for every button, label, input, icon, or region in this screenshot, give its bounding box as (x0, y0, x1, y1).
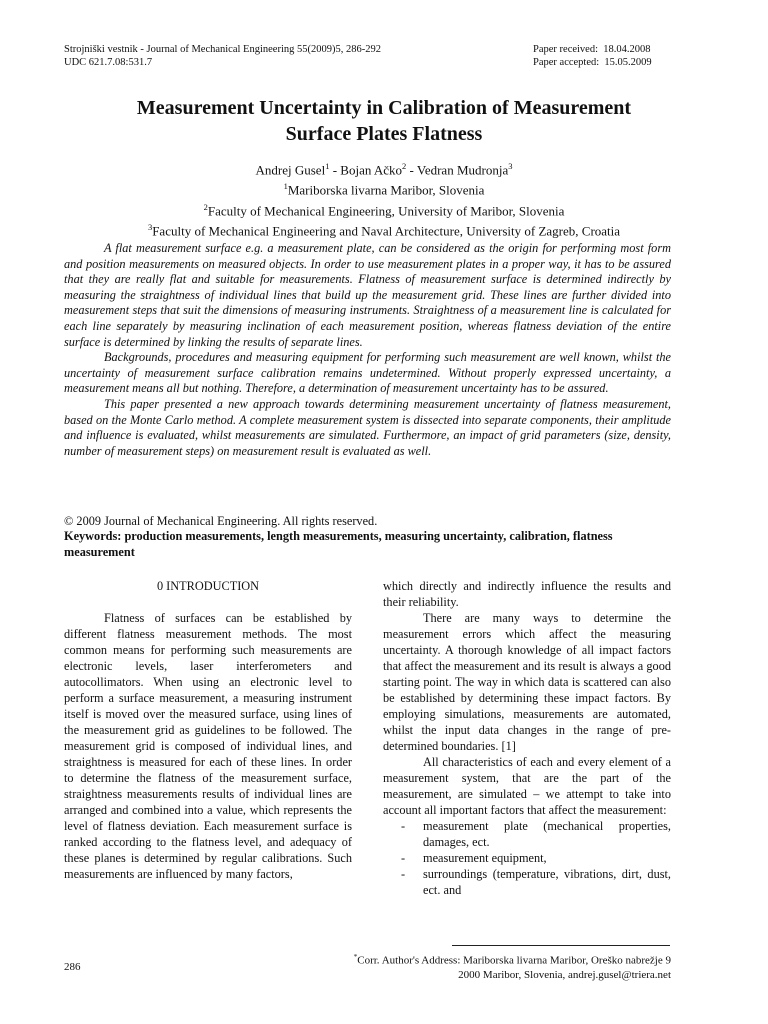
author-2: Bojan Ačko (340, 162, 403, 178)
section-heading: 0 INTRODUCTION (156, 579, 260, 593)
author-1-sup: 1 (325, 161, 330, 171)
footnote-separator (452, 945, 670, 946)
udc-code: UDC 621.7.08:531.7 (64, 57, 153, 68)
author-sep-1: - (329, 162, 341, 178)
accepted-date: 15.05.2009 (604, 57, 652, 68)
list-dash: - (401, 851, 406, 865)
list-item (383, 866, 671, 898)
abstract (64, 241, 671, 459)
intro-paragraph-2: There are many ways to determine the measurement errors which affect the measuring uncertainty. A thorough knowledge of all impact factors that affect the measurement and its result is always a good starting point. The way in which data is scattered can also be established by determining these impact factors. By employing simulations, measurements are automated, whilst the input data changes in the range of pre-determined boundaries. [1] (383, 611, 671, 753)
affiliation-2-text: Faculty of Mechanical Engineering, University of Maribor, Slovenia (207, 202, 565, 218)
footnote-address: Corr. Author's Address: Mariborska livarna Maribor, Oreško nabrežje 9 (357, 954, 671, 967)
list-dash: - (401, 819, 406, 833)
abstract-paragraph-3: This paper presented a new approach towards determining measurement uncertainty of flatness measurement, based on the Monte Carlo method. A complete measurement system is dissected into separate components, their amplitude and influence is evaluated, whilst measurements are simulated. Furthermore, an impact of grid parameters (size, density, number of measurement steps) on measurement result is evaluated as well. (64, 396, 671, 458)
journal-header-right (533, 43, 652, 69)
corresponding-author-footnote (290, 950, 671, 982)
intro-paragraph-3: All characteristics of each and every element of a measurement system, that are the part of the measurement, are simulated – we attempt to take into account all important factors that affect the measurement: (383, 755, 671, 817)
affiliation-2-sup: 2 (203, 201, 208, 212)
affiliation-1-sup: 1 (283, 181, 288, 192)
intro-paragraph-continuation: which directly and indirectly influence the results and their reliability. (383, 579, 671, 609)
author-sep-2: - (406, 162, 417, 178)
list-item (383, 818, 671, 850)
received-date: 18.04.2008 (603, 44, 651, 55)
journal-citation: Strojniški vestnik - Journal of Mechanical Engineering 55(2009)5, 286-292 (64, 44, 381, 55)
affiliation-2 (64, 199, 704, 219)
abstract-paragraph-2: Backgrounds, procedures and measuring equipment for performing such measurement are well known, whilst the uncertainty of measurement surface calibration remains undetermined. Without properly expressed uncertainty, a measurement means all but nothing. Therefore, a determination of measurement uncertainty has to be assured. (64, 350, 671, 396)
affiliation-3 (64, 219, 704, 239)
received-row (533, 43, 652, 56)
intro-paragraph-1: Flatness of surfaces can be established by different flatness measurement methods. The most common means for performing such measurements are electronic levels, laser interferometers and autocollimators. When using an electronic level to perform a surface measurement, a measuring instrument itself is moved over the measured surface, using lines of the measurement grid as guidelines to be followed. The measurement grid is composed of individual lines, and straightness is measured for each of these lines. In order to determine the flatness of the measurement surface, straightness measurements results of individual lines are arranged and combined into a value, which represents the level of flatness deviation. Each measurement surface is ranked according to the flatness level, and adequacy of these planes is determined by regular calibrations. Such measurements are influenced by many factors, (64, 611, 352, 881)
author-1: Andrej Gusel (255, 162, 326, 178)
footnote-marker: * (353, 953, 358, 961)
list-item-text: measurement plate (mechanical properties, damages, ect. (423, 819, 671, 849)
accepted-label: Paper accepted: (533, 57, 600, 68)
paper-title (64, 95, 704, 147)
author-block (64, 158, 704, 239)
received-label: Paper received: (533, 44, 599, 55)
body-column-left (64, 578, 352, 882)
list-dash: - (401, 867, 406, 881)
abstract-paragraph-1: A flat measurement surface e.g. a measurement plate, can be considered as the origin for performing most form and position measurements on measured objects. In order to use measurement plates in a proper way, it has to be assured that they are really flat and suitable for measurements. Flatness of measurement surface is determined indirectly by measuring the straightness of individual lines that build up the measurement grid. These lines are further divided into measurement steps that suit the dimensions of measuring instruments. Straightness of a measurement line is calculated for each line separately by measuring inclination of each measurement position, whereas flatness deviation of the entire surface is determined by linking the results of separate lines. (64, 241, 671, 349)
affiliation-1-text: Mariborska livarna Maribor, Slovenia (287, 182, 485, 198)
list-item (383, 850, 671, 866)
page-number: 286 (64, 961, 81, 973)
journal-header-left (64, 43, 381, 69)
footnote-line-1 (290, 950, 671, 968)
copyright-notice: © 2009 Journal of Mechanical Engineering. All rights reserved. (64, 514, 378, 528)
author-3: Vedran Mudronja (416, 162, 509, 178)
affiliation-3-sup: 3 (147, 221, 153, 232)
author-3-sup: 3 (508, 161, 513, 171)
impact-factor-list (383, 818, 671, 898)
accepted-row (533, 56, 652, 69)
author-line (64, 158, 704, 178)
keywords: Keywords: production measurements, length measurements, measuring uncertainty, calibration, flatness measurement (64, 529, 613, 559)
affiliation-3-text: Faculty of Mechanical Engineering and Naval Architecture, University of Zagreb, Croatia (152, 223, 621, 239)
author-2-sup: 2 (402, 161, 407, 171)
affiliation-1 (64, 178, 704, 198)
list-item-text: surroundings (temperature, vibrations, dirt, dust, ect. and (423, 867, 671, 897)
body-column-right (383, 578, 671, 898)
title-line-1: Measurement Uncertainty in Calibration of Measurement (136, 97, 632, 119)
footnote-line-2: 2000 Maribor, Slovenia, andrej.gusel@triera.net (458, 968, 671, 981)
title-line-2: Surface Plates Flatness (285, 123, 483, 145)
list-item-text: measurement equipment, (423, 851, 547, 865)
